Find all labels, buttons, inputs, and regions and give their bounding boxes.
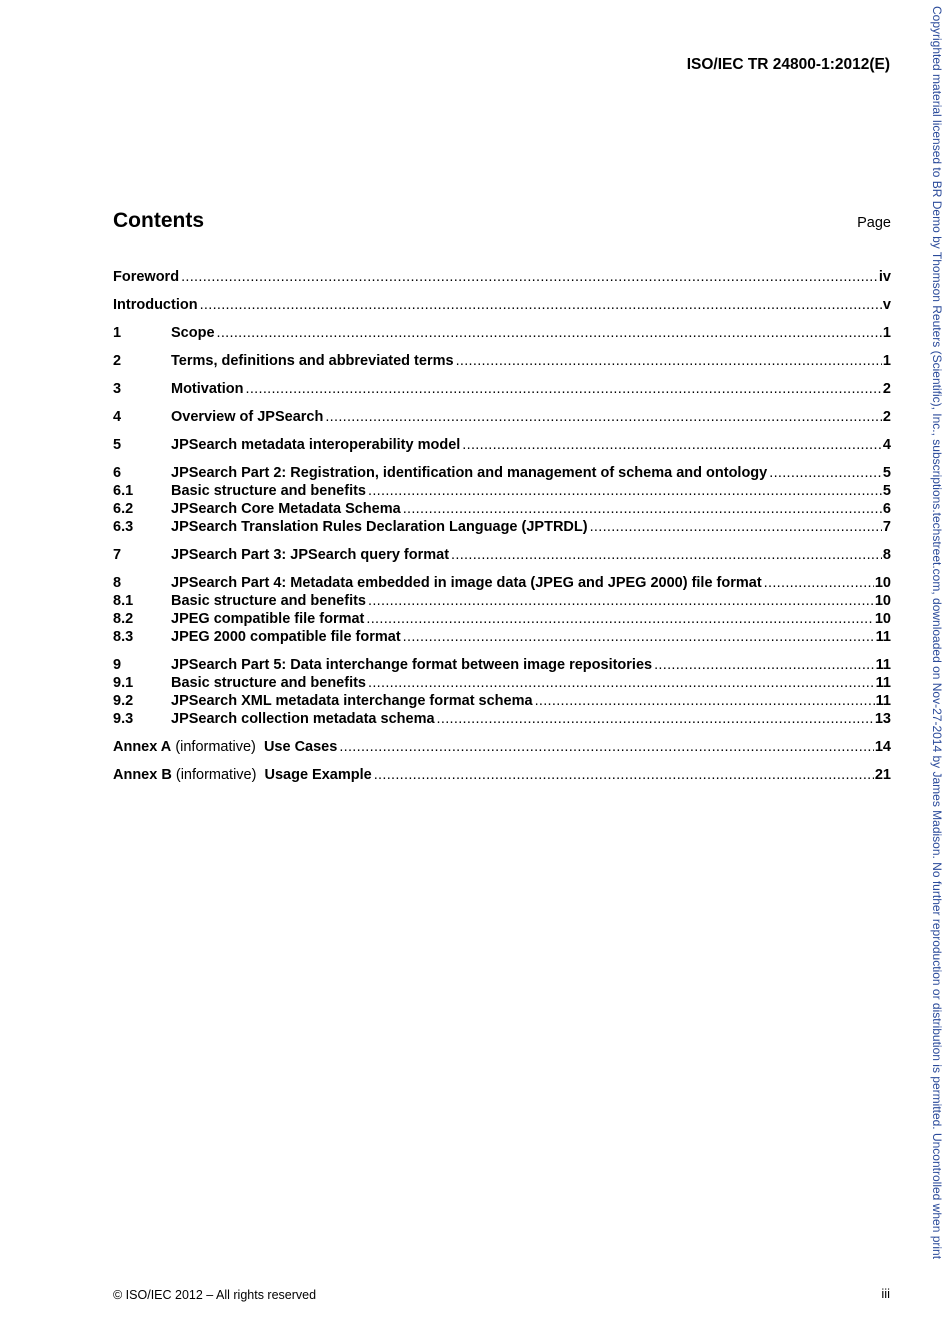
toc-entry-number: 6 (113, 465, 122, 481)
table-of-contents (113, 268, 891, 784)
toc-entry-number: 9 (113, 657, 122, 673)
toc-entry-title: Overview of JPSearch (171, 409, 324, 425)
toc-entry[interactable] (113, 436, 891, 454)
toc-entry[interactable] (113, 518, 891, 536)
toc-dot-leader (437, 710, 874, 728)
toc-entry-page: 21 (874, 767, 891, 783)
toc-entry-page: 1 (882, 325, 891, 341)
toc-entry-title: JPSearch Part 4: Metadata embedded in image data (JPEG and JPEG 2000) file format (171, 575, 762, 591)
toc-annex-entry[interactable] (113, 738, 891, 756)
toc-entry-number: 9.3 (113, 711, 134, 727)
toc-entry-title: Basic structure and benefits (171, 483, 366, 499)
toc-entry-page: iv (878, 269, 891, 285)
annex-informative-note: (informative) (175, 767, 257, 783)
toc-entry[interactable] (113, 692, 891, 710)
annex-title: Usage Example (264, 767, 372, 783)
toc-entry-number: 9.1 (113, 675, 134, 691)
toc-entry-number: 9.2 (113, 693, 134, 709)
toc-entry[interactable] (113, 674, 891, 692)
toc-entry[interactable] (113, 352, 891, 370)
toc-entry[interactable] (113, 464, 891, 482)
toc-dot-leader (325, 408, 882, 426)
toc-entry-title: JPSearch Core Metadata Schema (171, 501, 401, 517)
toc-dot-leader (374, 766, 874, 784)
annex-informative-note: (informative) (175, 739, 256, 755)
toc-entry-title: Foreword (113, 269, 180, 285)
toc-entry-page: 1 (882, 353, 891, 369)
toc-dot-leader (339, 738, 874, 756)
toc-entry-page: 6 (882, 501, 891, 517)
toc-annex-heading (113, 766, 372, 784)
toc-entry-number: 6.1 (113, 483, 134, 499)
toc-entry-number: 8.3 (113, 629, 134, 645)
toc-dot-leader (403, 500, 882, 518)
toc-entry[interactable] (113, 592, 891, 610)
toc-entry-page: 10 (874, 593, 891, 609)
toc-entry-number: 7 (113, 547, 122, 563)
toc-entry-title: Basic structure and benefits (171, 675, 366, 691)
toc-entry[interactable] (113, 380, 891, 398)
toc-entry-number: 6.3 (113, 519, 134, 535)
toc-dot-leader (368, 482, 882, 500)
toc-entry-number: 2 (113, 353, 122, 369)
copyright-watermark: Copyrighted material licensed to BR Demo by Thomson Reuters (Scientific), Inc., subscriptions.techstreet.com, downloaded on Nov-27-2014 by James Madison. No further reproduction or distribution is permitted. Uncontrolled when print (930, 6, 944, 1260)
toc-entry[interactable] (113, 482, 891, 500)
toc-entry-number: 5 (113, 437, 122, 453)
toc-entry-page: 14 (874, 739, 891, 755)
toc-entry-page: v (882, 297, 891, 313)
toc-entry-page: 11 (875, 675, 891, 691)
toc-entry-number: 1 (113, 325, 122, 341)
toc-dot-leader (535, 692, 875, 710)
toc-dot-leader (200, 296, 882, 314)
toc-entry-page: 11 (875, 693, 891, 709)
toc-entry-number: 8 (113, 575, 122, 591)
toc-entry-page: 11 (875, 657, 891, 673)
contents-title: Contents (113, 209, 204, 232)
toc-entry-page: 8 (882, 547, 891, 563)
toc-entry-page: 10 (874, 611, 891, 627)
toc-entry-title: JPSearch Part 2: Registration, identification and management of schema and ontology (171, 465, 768, 481)
toc-entry[interactable] (113, 574, 891, 592)
footer-page-number: iii (881, 1286, 890, 1301)
toc-entry-page: 7 (882, 519, 891, 535)
toc-entry-page: 4 (882, 437, 891, 453)
toc-entry-title: JPEG 2000 compatible file format (171, 629, 401, 645)
footer-copyright: © ISO/IEC 2012 – All rights reserved (113, 1288, 317, 1302)
toc-entry[interactable] (113, 710, 891, 728)
toc-entry-title: JPEG compatible file format (171, 611, 365, 627)
toc-entry-title: Terms, definitions and abbreviated terms (171, 353, 454, 369)
document-id-header: ISO/IEC TR 24800-1:2012(E) (686, 56, 890, 73)
toc-entry-title: JPSearch Part 5: Data interchange format between image repositories (171, 657, 653, 673)
toc-entry[interactable] (113, 500, 891, 518)
toc-entry-page: 5 (882, 483, 891, 499)
toc-entry-title: JPSearch Part 3: JPSearch query format (171, 547, 450, 563)
annex-label: Annex B (113, 767, 172, 783)
toc-dot-leader (456, 352, 882, 370)
toc-entry-page: 11 (875, 629, 891, 645)
toc-entry-title: Scope (171, 325, 215, 341)
toc-entry-title: JPSearch metadata interoperability model (171, 437, 461, 453)
toc-entry[interactable] (113, 324, 891, 342)
toc-annex-entry[interactable] (113, 766, 891, 784)
toc-dot-leader (462, 436, 882, 454)
toc-entry-page: 2 (882, 381, 891, 397)
toc-entry-title: Introduction (113, 297, 198, 313)
toc-entry-title: Basic structure and benefits (171, 593, 366, 609)
toc-entry-number: 8.2 (113, 611, 134, 627)
toc-dot-leader (368, 592, 874, 610)
toc-entry-title: Motivation (171, 381, 244, 397)
toc-entry[interactable] (113, 546, 891, 564)
toc-dot-leader (181, 268, 878, 286)
toc-entry-title: JPSearch XML metadata interchange format schema (171, 693, 533, 709)
toc-dot-leader (654, 656, 875, 674)
annex-label: Annex A (113, 739, 172, 755)
toc-dot-leader (403, 628, 875, 646)
toc-entry-number: 6.2 (113, 501, 134, 517)
toc-dot-leader (246, 380, 882, 398)
toc-entry-page: 10 (874, 575, 891, 591)
toc-dot-leader (368, 674, 875, 692)
toc-entry[interactable] (113, 268, 891, 286)
toc-entry-number: 3 (113, 381, 122, 397)
toc-entry-number: 8.1 (113, 593, 134, 609)
toc-entry[interactable] (113, 408, 891, 426)
toc-entry-title: JPSearch collection metadata schema (171, 711, 435, 727)
toc-annex-heading (113, 738, 337, 756)
toc-entry-page: 5 (882, 465, 891, 481)
toc-dot-leader (451, 546, 882, 564)
toc-entry[interactable] (113, 628, 891, 646)
toc-dot-leader (764, 574, 874, 592)
toc-dot-leader (217, 324, 882, 342)
toc-entry[interactable] (113, 610, 891, 628)
toc-entry-page: 2 (882, 409, 891, 425)
toc-entry-number: 4 (113, 409, 122, 425)
toc-dot-leader (366, 610, 873, 628)
toc-entry-page: 13 (874, 711, 891, 727)
page-column-label: Page (857, 215, 891, 231)
toc-entry[interactable] (113, 296, 891, 314)
annex-title: Use Cases (263, 739, 338, 755)
toc-dot-leader (769, 464, 882, 482)
toc-dot-leader (590, 518, 882, 536)
toc-entry-title: JPSearch Translation Rules Declaration Language (JPTRDL) (171, 519, 588, 535)
toc-entry[interactable] (113, 656, 891, 674)
